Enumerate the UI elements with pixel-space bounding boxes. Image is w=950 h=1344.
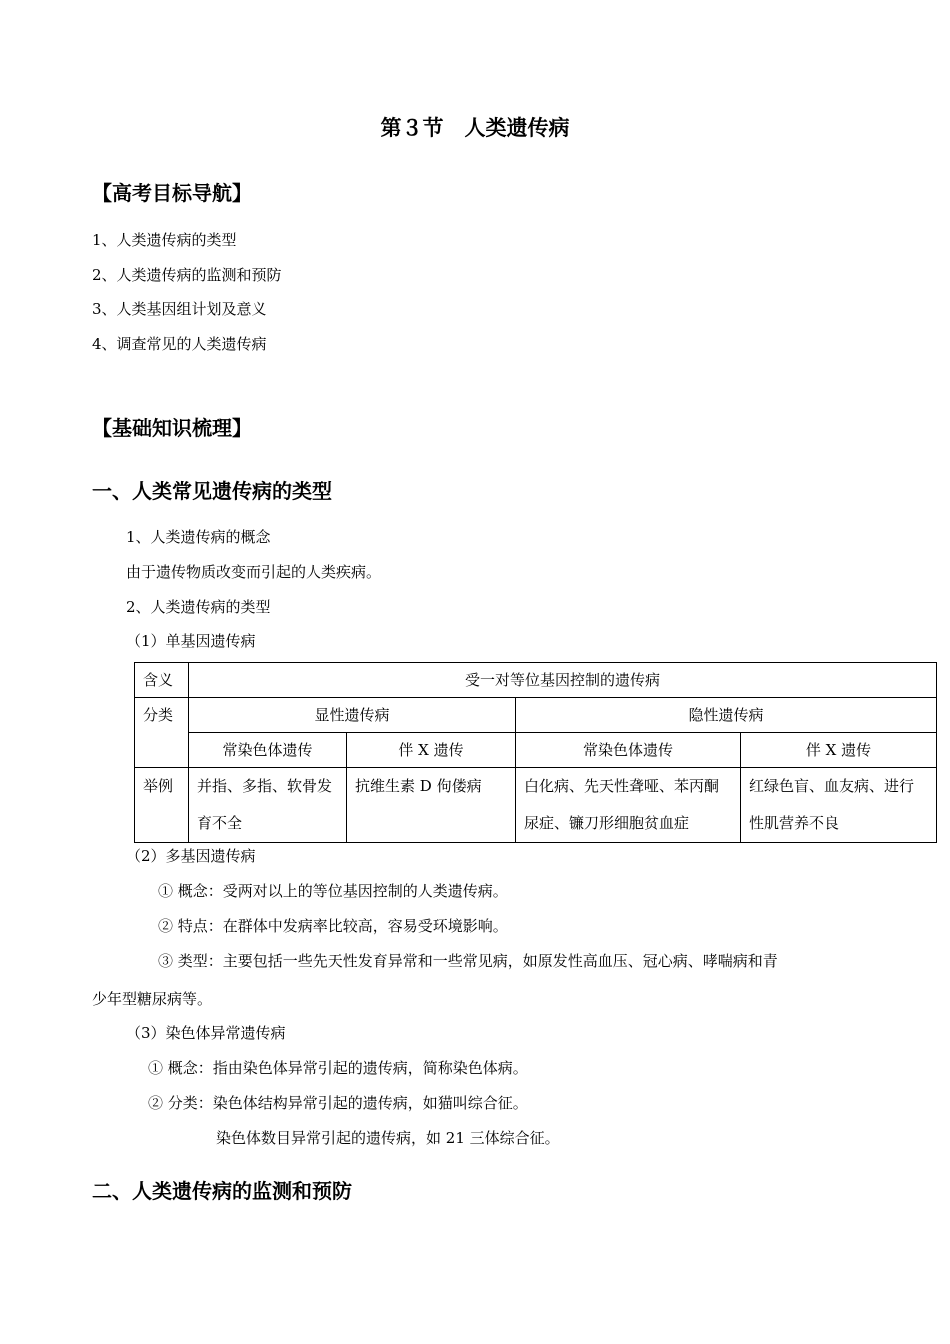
concept-label: 1、人类遗传病的概念 <box>126 528 271 546</box>
meaning-value: 受一对等位基因控制的遗传病 <box>189 663 937 698</box>
x-rec-header: 伴 X 遗传 <box>741 733 937 768</box>
example-x-dom: 抗维生素 D 佝偻病 <box>347 768 516 843</box>
concept-text: 由于遗传物质改变而引起的人类疾病。 <box>126 563 382 581</box>
chromo-label: （3）染色体异常遗传病 <box>126 1024 286 1042</box>
basics-heading: 【基础知识梳理】 <box>92 416 252 440</box>
example-auto-dom: 并指、多指、软骨发育不全 <box>189 768 347 843</box>
poly-feature: ② 特点：在群体中发病率比较高，容易受环境影响。 <box>158 917 508 935</box>
poly-concept: ① 概念：受两对以上的等位基因控制的人类遗传病。 <box>158 882 508 900</box>
auto-dom-header: 常染色体遗传 <box>189 733 347 768</box>
chromo-concept: ① 概念：指由染色体异常引起的遗传病，简称染色体病。 <box>148 1059 528 1077</box>
chromo-classify-2: 染色体数目异常引起的遗传病，如 21 三体综合征。 <box>216 1129 560 1147</box>
nav-item: 1、人类遗传病的类型 <box>92 231 237 249</box>
poly-types-continued: 少年型糖尿病等。 <box>92 990 213 1008</box>
page-title: 第３节 人类遗传病 <box>380 115 570 140</box>
section2-heading: 二、人类遗传病的监测和预防 <box>92 1179 352 1203</box>
nav-heading: 【高考目标导航】 <box>92 181 252 205</box>
table-row <box>135 698 937 733</box>
classify-label: 分类 <box>135 698 189 768</box>
example-auto-rec: 白化病、先天性聋哑、苯丙酮尿症、镰刀形细胞贫血症 <box>516 768 741 843</box>
table-row <box>135 768 937 843</box>
meaning-label: 含义 <box>135 663 189 698</box>
poly-types: ③ 类型：主要包括一些先天性发育异常和一些常见病，如原发性高血压、冠心病、哮喘病和青 <box>158 952 778 970</box>
auto-rec-header: 常染色体遗传 <box>516 733 741 768</box>
nav-item: 3、人类基因组计划及意义 <box>92 300 267 318</box>
nav-item: 4、调查常见的人类遗传病 <box>92 335 267 353</box>
example-x-rec: 红绿色盲、血友病、进行性肌营养不良 <box>741 768 937 843</box>
types-label: 2、人类遗传病的类型 <box>126 598 271 616</box>
dominant-header: 显性遗传病 <box>189 698 516 733</box>
single-gene-label: （1）单基因遗传病 <box>126 632 256 650</box>
section1-heading: 一、人类常见遗传病的类型 <box>92 479 332 503</box>
recessive-header: 隐性遗传病 <box>516 698 937 733</box>
x-dom-header: 伴 X 遗传 <box>347 733 516 768</box>
example-label: 举例 <box>135 768 189 843</box>
table-row <box>135 733 937 768</box>
poly-label: （2）多基因遗传病 <box>126 847 256 865</box>
chromo-classify: ② 分类：染色体结构异常引起的遗传病，如猫叫综合征。 <box>148 1094 528 1112</box>
nav-item: 2、人类遗传病的监测和预防 <box>92 266 282 284</box>
single-gene-table <box>134 662 937 843</box>
table-row <box>135 663 937 698</box>
